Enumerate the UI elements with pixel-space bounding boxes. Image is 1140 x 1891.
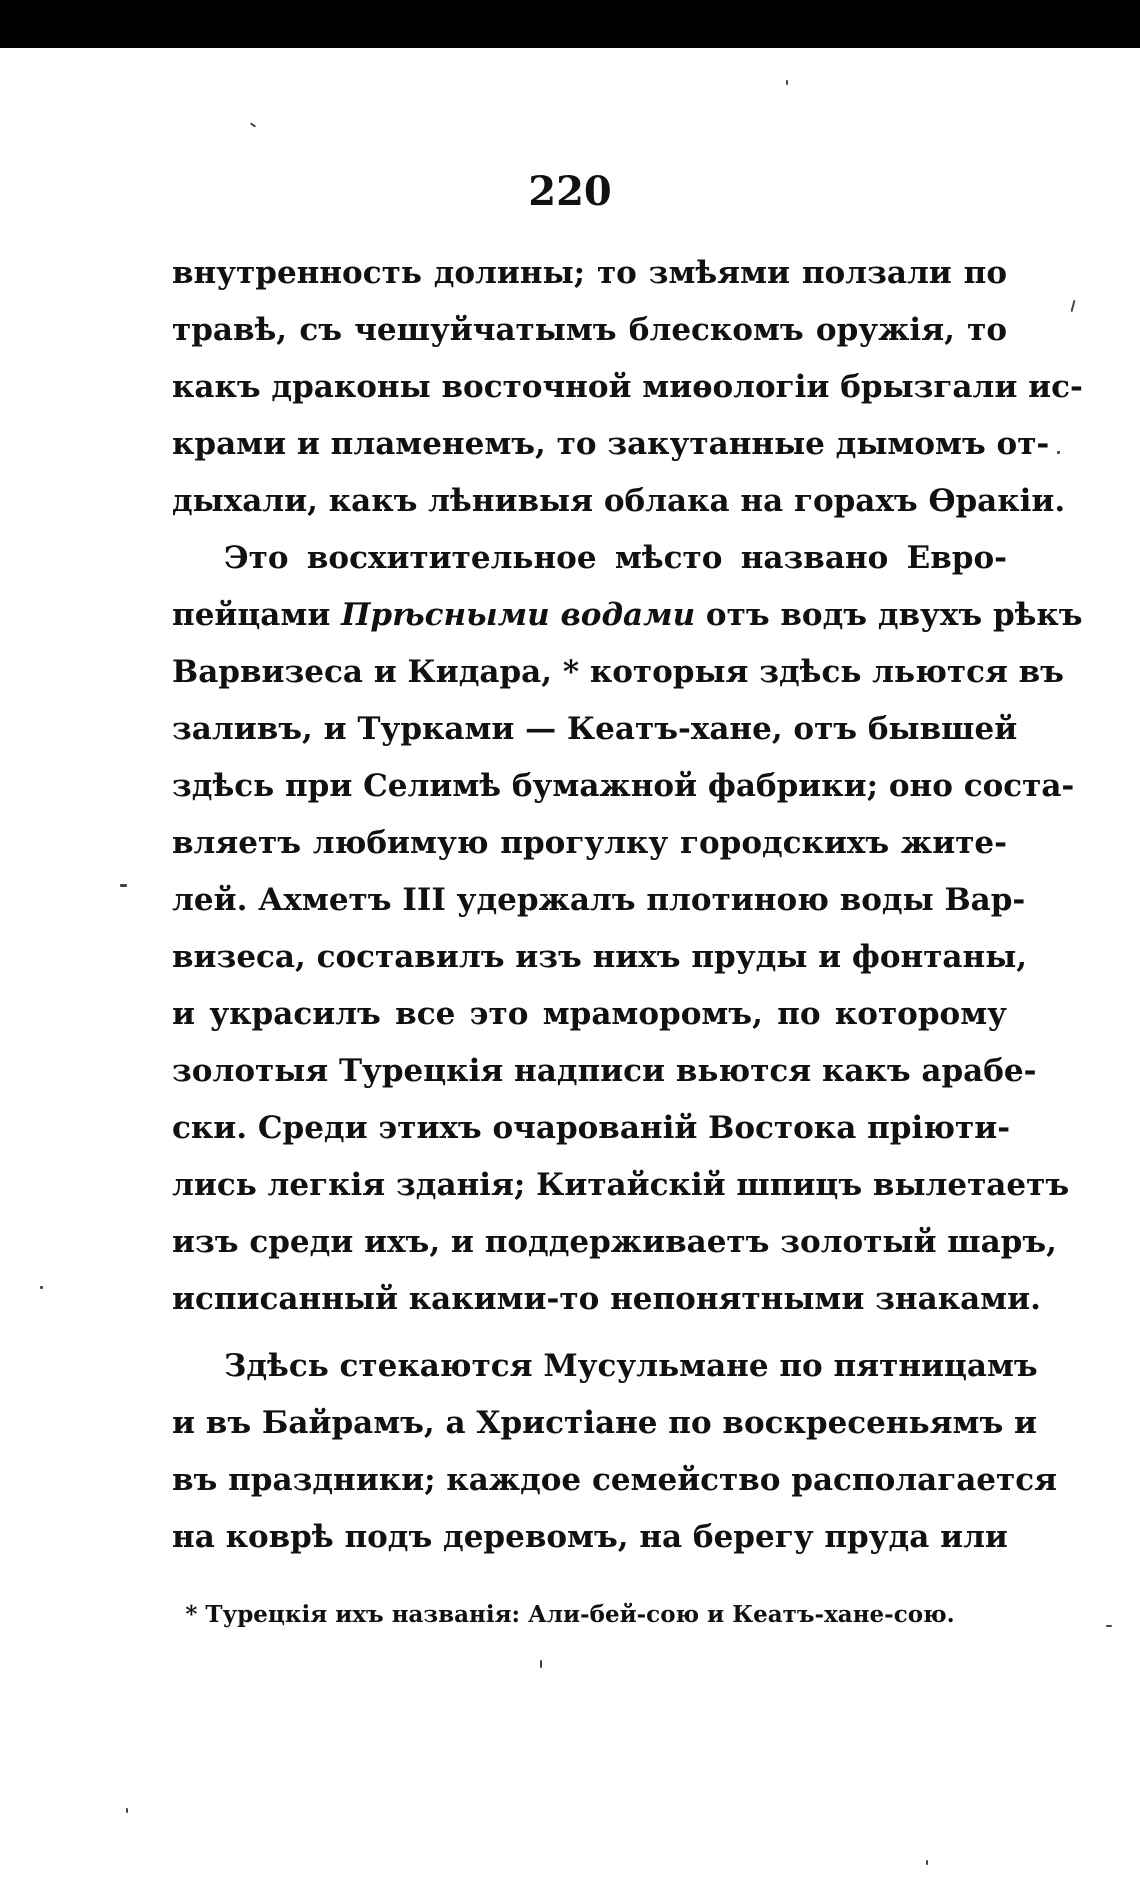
- text-line: здѣсь при Селимѣ бумажной фабрики; оно соста-: [172, 768, 1075, 804]
- text-run: отъ водъ двухъ рѣкъ: [695, 597, 1083, 633]
- scan-speck: [250, 122, 256, 127]
- text-line: вляетъ любимую прогулку городскихъ жите-: [172, 825, 1007, 861]
- text-line: и украсилъ все это мраморомъ, по которому: [172, 996, 1007, 1032]
- text-run: пейцами: [172, 597, 342, 633]
- text-line: и въ Байрамъ, а Христіане по воскресеньямъ и: [172, 1405, 1038, 1441]
- text-line: внутренность долины; то змѣями ползали по: [172, 255, 1007, 291]
- scan-speck: [1057, 451, 1060, 454]
- text-line: крами и пламенемъ, то закутанные дымомъ от-: [172, 426, 1050, 462]
- text-line: заливъ, и Турками — Кеатъ-хане, отъ бывшей: [172, 711, 1018, 747]
- text-line: травѣ, съ чешуйчатымъ блескомъ оружія, то: [172, 312, 1007, 348]
- text-line: лей. Ахметъ III удержалъ плотиною воды Вар-: [172, 882, 1026, 918]
- scan-speck: [1106, 1625, 1112, 1627]
- text-line: золотыя Турецкія надписи вьются какъ арабе-: [172, 1053, 1037, 1089]
- text-line: въ праздники; каждое семейство располагается: [172, 1462, 1058, 1498]
- scan-speck: [786, 80, 788, 85]
- scan-speck: [40, 1286, 43, 1289]
- scan-speck: [120, 884, 127, 887]
- scan-speck: [126, 1808, 128, 1813]
- body-text: [172, 245, 1083, 1566]
- footnote: * Турецкія ихъ названія: Али-бей-сою и Кеатъ-хане-сою.: [185, 1601, 955, 1628]
- text-line: дыхали, какъ лѣнивыя облака на горахъ Ѳракіи.: [172, 483, 1066, 519]
- page-number: 220: [528, 168, 612, 215]
- text-line: Здѣсь стекаются Мусульмане по пятницамъ: [224, 1348, 1038, 1384]
- text-line-with-italic: [172, 587, 1083, 644]
- text-line: Это восхитительное мѣсто названо Евро-: [224, 540, 1007, 576]
- text-line: на коврѣ подъ деревомъ, на берегу пруда или: [172, 1519, 1008, 1555]
- paragraph-gap: [172, 1328, 1007, 1338]
- text-line: визеса, составилъ изъ нихъ пруды и фонтаны,: [172, 939, 1028, 975]
- text-line: какъ драконы восточной миѳологіи брызгали ис-: [172, 369, 1083, 405]
- text-line: Варвизеса и Кидара, * которыя здѣсь льются въ: [172, 654, 1064, 690]
- italic-term: Прѣсными водами: [341, 597, 696, 633]
- text-line: исписанный какими-то непонятными знаками.: [172, 1281, 1041, 1317]
- text-line: изъ среди ихъ, и поддерживаетъ золотый шаръ,: [172, 1224, 1057, 1260]
- text-line: ски. Среди этихъ очарованій Востока пріюти-: [172, 1110, 1011, 1146]
- scan-speck: [540, 1660, 542, 1668]
- scan-speck: [926, 1860, 928, 1865]
- scan-speck: [1070, 300, 1075, 312]
- scan-top-border: [0, 0, 1140, 48]
- text-line: лись легкія зданія; Китайскій шпицъ вылетаетъ: [172, 1167, 1070, 1203]
